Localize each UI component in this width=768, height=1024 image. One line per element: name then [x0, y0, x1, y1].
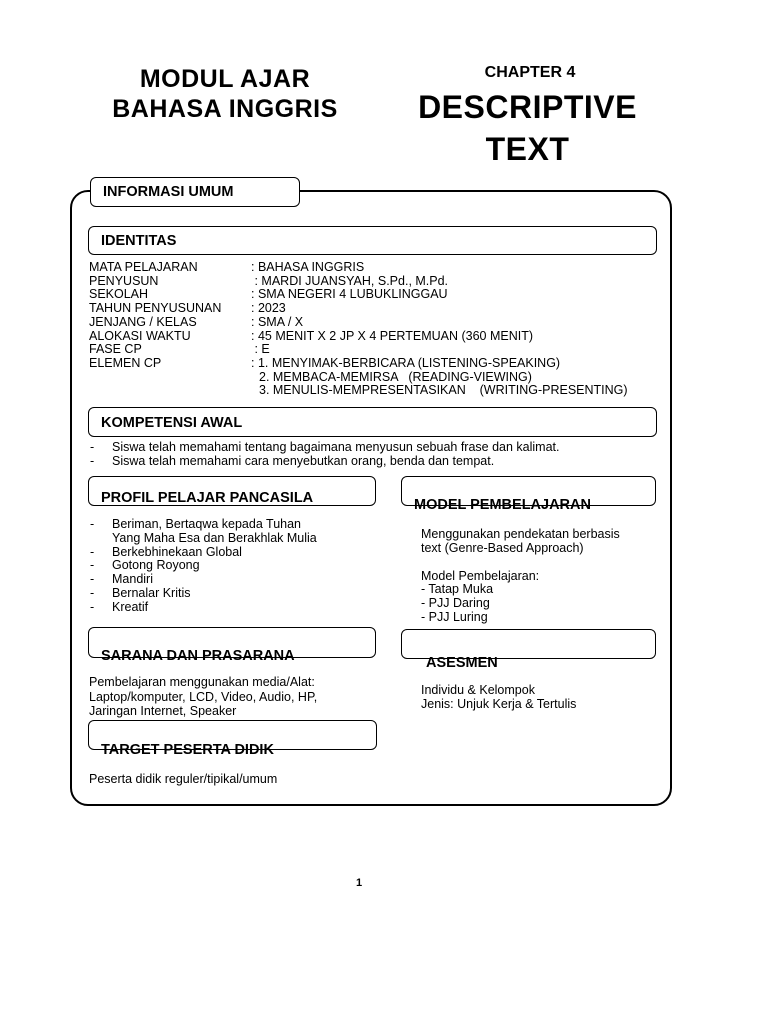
identitas-row [89, 275, 659, 289]
list-item: - Mandiri [90, 572, 153, 587]
identitas-value: : 45 MENIT X 2 JP X 4 PERTEMUAN (360 MENIT) [251, 328, 534, 343]
identitas-row [89, 330, 659, 344]
target-text: Peserta didik reguler/tipikal/umum [89, 772, 278, 786]
list-item-text: Gotong Royong [112, 558, 200, 573]
list-item-text: Bernalar Kritis [112, 585, 191, 600]
identitas-key: JENJANG / KELAS [89, 314, 197, 329]
sarana-text-line: Pembelajaran menggunakan media/Alat: [89, 675, 315, 689]
list-item: - Berkebhinekaan Global [90, 544, 242, 559]
sarana-content [89, 675, 379, 719]
topic-title-line1: DESCRIPTIVE [418, 89, 637, 125]
asesmen-text-line: Jenis: Unjuk Kerja & Tertulis [421, 697, 577, 711]
identitas-value: : 2023 [251, 301, 286, 316]
asesmen-heading: ASESMEN [401, 629, 656, 659]
asesmen-text-line: Individu & Kelompok [421, 683, 535, 697]
identitas-value: : SMA / X [251, 314, 304, 329]
model-item: - PJJ Daring [421, 596, 490, 611]
model-text-line: Menggunakan pendekatan berbasis [421, 527, 620, 541]
identitas-row [89, 343, 659, 357]
list-item-text: Mandiri [112, 572, 153, 587]
model-text-line: text (Genre-Based Approach) [421, 540, 584, 555]
target-heading: TARGET PESERTA DIDIK [88, 720, 377, 750]
list-item-text: Beriman, Bertaqwa kepada Tuhan [112, 517, 302, 531]
list-item-text: Siswa telah memahami tentang bagaimana menyusun sebuah frase dan kalimat. [112, 440, 560, 454]
module-title [90, 64, 360, 124]
sarana-text-line: Jaringan Internet, Speaker [89, 704, 237, 718]
identitas-row [89, 302, 659, 316]
identitas-value: : E [251, 342, 270, 357]
identitas-key: TAHUN PENYUSUNAN [89, 301, 222, 316]
kompetensi-awal-list [90, 441, 650, 468]
list-item-text: Kreatif [112, 599, 149, 614]
list-item-text: Berkebhinekaan Global [112, 544, 242, 559]
identitas-key: FASE CP [89, 342, 142, 357]
sarana-heading: SARANA DAN PRASARANA [88, 627, 376, 658]
profil-heading: PROFIL PELAJAR PANCASILA [88, 476, 376, 506]
identitas-key: ALOKASI WAKTU [89, 328, 191, 343]
model-sub-heading: Model Pembelajaran: [421, 568, 540, 583]
identitas-row [89, 261, 659, 275]
elemen-cp-item: 3. MENULIS-MEMPRESENTASIKAN (WRITING-PRESENTING) [259, 383, 628, 398]
identitas-value: : SMA NEGERI 4 LUBUKLINGGAU [251, 287, 448, 302]
list-item-text: Siswa telah memahami cara menyebutkan orang, benda dan tempat. [112, 453, 495, 468]
model-content [421, 528, 661, 625]
profil-list [90, 518, 380, 615]
identitas-key: MATA PELAJARAN [89, 260, 198, 274]
list-item-text: Yang Maha Esa dan Berakhlak Mulia [112, 530, 317, 545]
identitas-table [89, 261, 659, 398]
list-item: - Siswa telah memahami cara menyebutkan orang, benda dan tempat. [90, 453, 495, 468]
topic-title-line2: TEXT [485, 131, 570, 167]
sarana-text-line: Laptop/komputer, LCD, Video, Audio, HP, [89, 689, 318, 704]
list-item: - Bernalar Kritis [90, 585, 191, 600]
identitas-key: PENYUSUN [89, 273, 159, 288]
topic-title [400, 86, 655, 170]
identitas-value: : 1. MENYIMAK-BERBICARA (LISTENING-SPEAKING) [251, 355, 561, 370]
model-heading: MODEL PEMBELAJARAN [401, 476, 656, 506]
asesmen-content [421, 683, 661, 711]
model-item: - Tatap Muka [421, 582, 494, 597]
list-item: - Siswa telah memahami tentang bagaimana menyusun sebuah frase dan kalimat. [90, 440, 560, 454]
identitas-row [89, 288, 659, 302]
page-number: 1 [355, 877, 363, 889]
elemen-cp-item: 2. MEMBACA-MEMIRSA (READING-VIEWING) [259, 369, 532, 384]
module-title-line2: BAHASA INGGRIS [112, 95, 338, 123]
identitas-value: : MARDI JUANSYAH, S.Pd., M.Pd. [251, 273, 449, 288]
list-item: - Kreatif [90, 599, 149, 614]
identitas-heading: IDENTITAS [88, 226, 657, 255]
module-title-line1: MODUL AJAR [139, 65, 311, 93]
kompetensi-awal-heading: KOMPETENSI AWAL [88, 407, 657, 437]
model-item: - PJJ Luring [421, 609, 488, 624]
list-item: - Gotong Royong [90, 558, 200, 573]
identitas-key: SEKOLAH [89, 287, 149, 302]
identitas-key: ELEMEN CP [89, 355, 162, 370]
identitas-row [89, 357, 659, 371]
identitas-value: : BAHASA INGGRIS [251, 260, 365, 274]
informasi-umum-heading: INFORMASI UMUM [90, 177, 300, 207]
list-item: - Beriman, Bertaqwa kepada Tuhan Yang Maha Esa dan Berakhlak Mulia [90, 517, 317, 545]
identitas-row [89, 316, 659, 330]
chapter-label: CHAPTER 4 [484, 64, 576, 81]
